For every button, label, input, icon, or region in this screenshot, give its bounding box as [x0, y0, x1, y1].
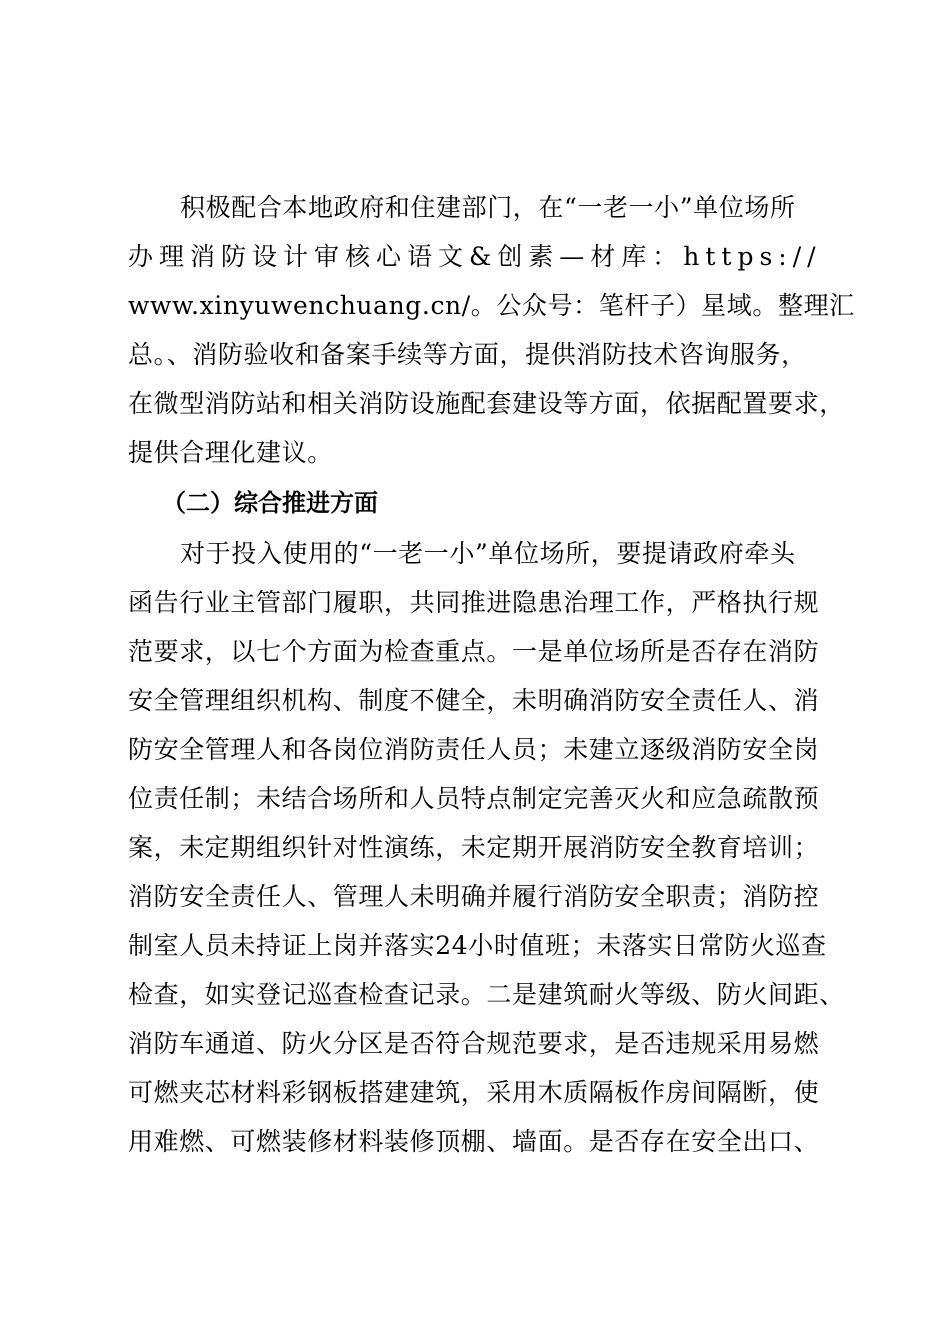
text-line: 安全管理组织机构、制度不健全，未明确消防安全责任人、消 — [128, 686, 820, 715]
text-line: 消防安全责任人、管理人未明确并履行消防安全职责；消防控 — [128, 882, 820, 911]
text-line: 消防车通道、防火分区是否符合规范要求，是否违规采用易燃 — [128, 1029, 820, 1058]
text-line: www.xinyuwenchuang.cn/。公众号：笔杆子）星域。整理汇 — [128, 291, 855, 320]
text-line: 防安全管理人和各岗位消防责任人员；未建立逐级消防安全岗 — [128, 735, 820, 764]
text-line: 办理消防设计审核心语文&创素—材库：https:// — [128, 242, 822, 271]
section-heading: （二）综合推进方面 — [162, 489, 378, 517]
text-line: 可燃夹芯材料彩钢板搭建建筑，采用木质隔板作房间隔断，使 — [128, 1078, 820, 1107]
text-line: 提供合理化建议。 — [128, 438, 333, 467]
text-line: 对于投入使用的“一老一小”单位场所，要提请政府牵头 — [180, 539, 796, 568]
text-line: 总。、消防验收和备案手续等方面，提供消防技术咨询服务， — [128, 340, 807, 369]
text-line: 位责任制；未结合场所和人员特点制定完善灭火和应急疏散预 — [128, 784, 820, 813]
text-line: 检查，如实登记巡查检查记录。二是建筑耐火等级、防火间距、 — [128, 980, 845, 1009]
text-line: 函告行业主管部门履职，共同推进隐患治理工作，严格执行规 — [128, 588, 820, 617]
text-line: 案，未定期组织针对性演练，未定期开展消防安全教育培训； — [128, 833, 820, 862]
text-line: 范要求，以七个方面为检查重点。一是单位场所是否存在消防 — [128, 637, 820, 666]
text-line: 在微型消防站和相关消防设施配套建设等方面，依据配置要求， — [128, 389, 845, 418]
text-line: 制室人员未持证上岗并落实24小时值班；未落实日常防火巡查 — [128, 931, 827, 960]
text-line: 积极配合本地政府和住建部门，在“一老一小”单位场所 — [180, 193, 796, 222]
text-line: 用难燃、可燃装修材料装修顶棚、墙面。是否存在安全出口、 — [128, 1127, 820, 1156]
